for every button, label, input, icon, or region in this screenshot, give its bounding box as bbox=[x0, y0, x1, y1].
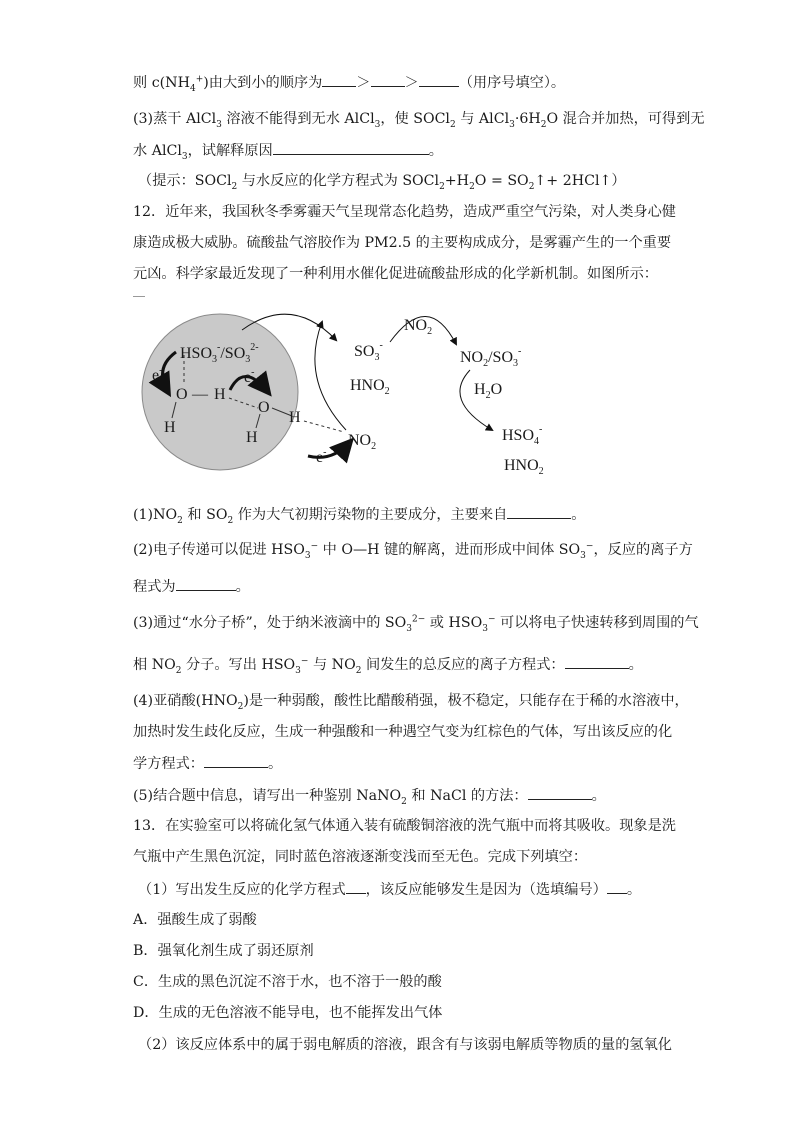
text-line-5: 12．近年来，我国秋冬季雾霾天气呈现常态化趋势，造成严重空气污染，对人类身心健 bbox=[133, 204, 676, 220]
text-line-7: 元凶。科学家最近发现了一种利用水催化促进硫酸盐形成的化学新机制。如图所示： bbox=[133, 266, 658, 282]
text-line-19: （1）写出发生反应的化学方程式 ，该反应能够发生是因为（选填编号） 。 bbox=[138, 879, 641, 900]
hso3-so3-label: $HSO_3^-/SO_3^{2-}$ bbox=[180, 342, 259, 365]
hydrogen-below-left: H bbox=[164, 419, 176, 436]
h-bond-dash-3 bbox=[304, 421, 344, 432]
text-line-3: 水 AlCl$_3$，试解释原因 。 bbox=[133, 140, 443, 161]
text-line-14: 加热时发生歧化反应，生成一种强酸和一种遇空气变为红棕色的气体，写出该反应的化 bbox=[133, 724, 673, 740]
text-line-9: (2)电子传递可以促进 $HSO_3^-$ 中 O—H 键的解离，进而形成中间体 $SO_3^-$，反应的离子方 bbox=[133, 541, 693, 561]
arrow-no2-to-so3 bbox=[315, 322, 346, 430]
water-reagent: $H_2O$ bbox=[474, 381, 503, 401]
text-line-17: 13．在实验室可以将硫化氢气体通入装有硫酸铜溶液的洗气瓶中而将其吸收。现象是洗 bbox=[133, 818, 676, 834]
text-line-12: 相 $NO_2$ 分子。写出 $HSO_3^-$ 与 $NO_2$ 间发生的总反应的离子方程式： 。 bbox=[133, 654, 643, 675]
text-line-13: (4)亚硝酸$(HNO_2)$是一种弱酸，酸性比醋酸稍强，极不稳定，只能存在于稀的水溶液中， bbox=[133, 693, 689, 712]
text-line-1: 则 $c(NH_4^+)$由大到小的顺序为 ＞ ＞ （用序号填空）。 bbox=[133, 72, 565, 93]
no2-reactant: $NO_2$ bbox=[348, 432, 377, 452]
so3-radical: $SO_3^-$ bbox=[354, 340, 383, 363]
no2-reagent-top: $NO_2$ bbox=[404, 317, 433, 337]
oxygen-left: O bbox=[176, 386, 188, 403]
electron-label-2: e- bbox=[244, 367, 255, 386]
hso4-product: $HSO_4^-$ bbox=[502, 424, 543, 447]
text-line-6: 康造成极大威胁。硫酸盐气溶胶作为 PM2.5 的主要构成成分，是雾霾产生的一个重要 bbox=[133, 235, 672, 251]
electron-label-1: e- bbox=[152, 365, 163, 384]
mechanism-diagram bbox=[132, 300, 572, 485]
hydrogen-below-right: H bbox=[246, 429, 258, 446]
option-d: D．生成的无色溶液不能导电，也不能挥发出气体 bbox=[133, 1005, 443, 1021]
text-line-2: (3)蒸干 AlCl$_3$ 溶液不能得到无水 AlCl$_3$，使 SOCl$_2$ 与 $AlCl_3\cdot 6H_2O$ 混合并加热，可得到无 bbox=[133, 111, 705, 130]
option-a: A．强酸生成了弱酸 bbox=[133, 912, 257, 928]
text-line-4: （提示：SOCl$_2$ 与水反应的化学方程式为 $SOCl_2+H_2O$ = $SO_2↑+$ 2HCl↑） bbox=[138, 173, 626, 192]
hno2-product: $HNO_2$ bbox=[504, 457, 544, 477]
hydrogen-right: H bbox=[289, 409, 301, 426]
option-b: B．强氧化剂生成了弱还原剂 bbox=[133, 943, 314, 959]
text-line-10: 程式为 。 bbox=[133, 576, 250, 597]
text-line-11: (3)通过“水分子桥”，处于纳米液滴中的 $SO_3^{2-}$ 或 $HSO_3^-$ 可以将电子快速转移到周围的气 bbox=[133, 614, 699, 634]
text-line-8: $(1)NO_2$ 和 $SO_2$ 作为大气初期污染物的主要成分，主要来自 。 bbox=[133, 504, 585, 525]
bond-dash: — bbox=[192, 386, 208, 403]
hno2-intermediate: $HNO_2$ bbox=[350, 377, 390, 397]
oxygen-right: O bbox=[258, 399, 270, 416]
hydrogen-mid: H bbox=[214, 386, 226, 403]
electron-label-3: e- bbox=[316, 447, 327, 466]
text-line-15: 学方程式： 。 bbox=[133, 753, 282, 774]
text-line-16: (5)结合题中信息，请写出一种鉴别 NaNO$_2$ 和 NaCl 的方法： 。 bbox=[133, 785, 606, 806]
option-c: C．生成的黑色沉淀不溶于水，也不溶于一般的酸 bbox=[133, 974, 442, 990]
short-rule bbox=[133, 296, 145, 297]
electron-arrow-3 bbox=[308, 442, 350, 457]
text-line-18: 气瓶中产生黑色沉淀，同时蓝色溶液逐渐变浅而至无色。完成下列填空： bbox=[133, 849, 588, 865]
text-line-24: （2）该反应体系中的属于弱电解质的溶液，跟含有与该弱电解质等物质的量的氢氧化 bbox=[138, 1037, 672, 1053]
no2-so3-adduct: $NO_2/SO_3^-$ bbox=[460, 346, 522, 369]
